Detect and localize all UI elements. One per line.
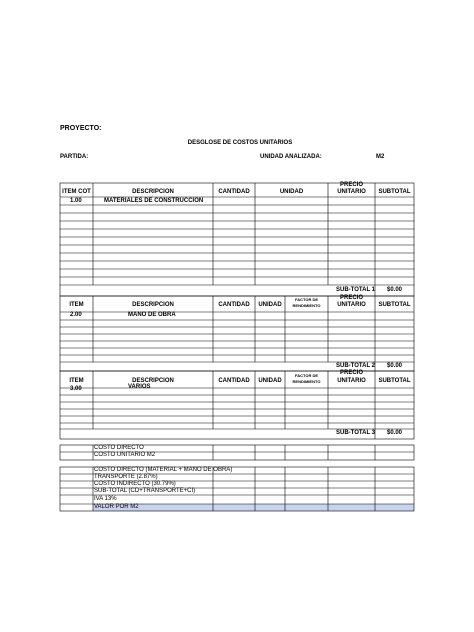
summary-costo-unitario-m2: COSTO UNITARIO M2 (94, 452, 156, 458)
col-descripcion: DESCRIPCION (132, 189, 174, 195)
item-number: 1.00 (70, 198, 82, 204)
subtotal-label: SUB-TOTAL 2 (336, 363, 376, 369)
col-factor-line2: RENDIMIENTO (292, 379, 321, 384)
summary-costo-directo-material: COSTO DIRECTO (MATERIAL + MANO DE OBRA) (94, 467, 233, 473)
col-subtotal: SUBTOTAL (378, 302, 411, 308)
col-item: ITEM (69, 302, 84, 308)
summary-costo-indirecto: COSTO INDIRECTO (30.79%) (94, 481, 176, 487)
col-precio-line1: PRECIO (339, 370, 363, 376)
item-number: 3.00 (70, 386, 82, 392)
subtotal-label: SUB-TOTAL 3 (336, 430, 376, 436)
col-item: ITEM (69, 378, 84, 384)
page-title: DESGLOSE DE COSTOS UNITARIOS (187, 140, 293, 146)
col-cantidad: CANTIDAD (218, 378, 250, 384)
summary-transporte: TRANSPORTE (2.87%) (94, 474, 158, 480)
subtotal-label: SUB-TOTAL 1 (336, 287, 376, 293)
col-precio-line2: UNITARIO (337, 378, 366, 384)
col-cantidad: CANTIDAD (218, 189, 250, 195)
col-subtotal: SUBTOTAL (378, 378, 411, 384)
unidad-analizada-label: UNIDAD ANALIZADA: (260, 154, 322, 160)
subtotal-value: $0.00 (386, 287, 402, 293)
col-precio-line1: PRECIO (339, 295, 363, 301)
summary-valor-por-m2: VALOR POR M2 (94, 504, 139, 510)
col-subtotal: SUBTOTAL (378, 189, 411, 195)
item-title: VARIOS (128, 384, 151, 390)
summary-sub-total: SUB-TOTAL (CD+TRANSPORTE+CI) (94, 488, 196, 494)
col-factor-line1: FACTOR DE (294, 297, 319, 302)
partida-label: PARTIDA: (60, 154, 89, 160)
subtotal-value: $0.00 (386, 430, 402, 436)
summary-costo-directo: COSTO DIRECTO (94, 445, 144, 451)
item-title: MATERIALES DE CONSTRUCCION (104, 198, 204, 204)
col-precio-line2: UNITARIO (337, 302, 366, 308)
item-title: MANO DE OBRA (128, 312, 176, 318)
col-descripcion: DESCRIPCION (132, 378, 174, 384)
unidad-value: M2 (376, 154, 385, 160)
col-factor-line2: RENDIMIENTO (292, 303, 321, 308)
subtotal-value: $0.00 (386, 363, 402, 369)
col-unidad: UNIDAD (258, 378, 282, 384)
proyecto-label: PROYECTO: (60, 125, 102, 132)
col-descripcion: DESCRIPCION (132, 302, 174, 308)
col-item-cot: ITEM COT (62, 189, 91, 195)
col-unidad: UNIDAD (279, 189, 304, 195)
item-number: 2.00 (70, 312, 82, 318)
col-unidad: UNIDAD (258, 302, 282, 308)
col-cantidad: CANTIDAD (218, 302, 250, 308)
col-precio-line1: PRECIO (339, 182, 363, 188)
col-factor-line1: FACTOR DE (294, 373, 319, 378)
summary-iva: IVA 13% (94, 496, 117, 502)
col-precio-line2: UNITARIO (337, 189, 366, 195)
